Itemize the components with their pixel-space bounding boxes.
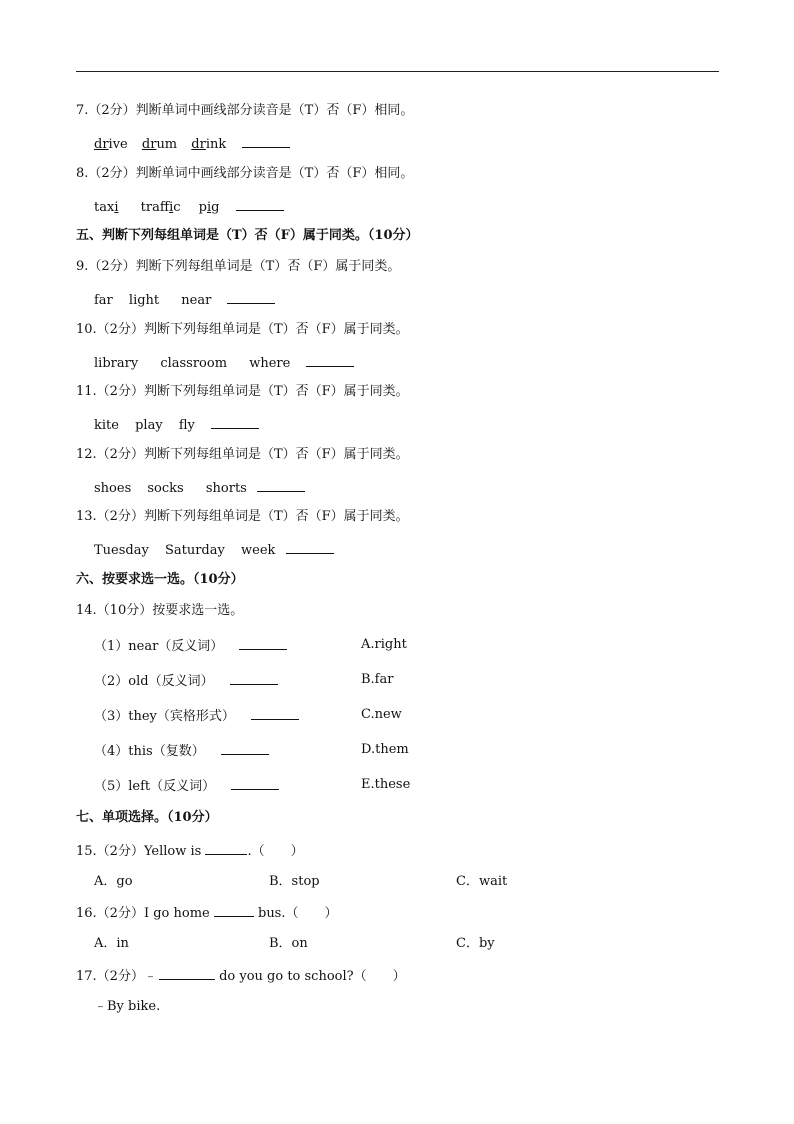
q12-words xyxy=(94,479,305,497)
answer-blank[interactable] xyxy=(257,479,305,492)
word: classroom xyxy=(160,356,228,371)
word: drink xyxy=(191,137,227,152)
q14-item-1: （1）near（反义词） xyxy=(94,637,287,655)
q9-prompt: 9.（2分）判断下列每组单词是（T）否（F）属于同类。 xyxy=(76,259,401,274)
q16-option-a[interactable]: A．in xyxy=(94,936,129,951)
word: traffic xyxy=(140,200,181,215)
q10-words xyxy=(94,354,354,372)
answer-blank[interactable] xyxy=(236,198,284,211)
q14-option-c: C.new xyxy=(361,707,402,722)
q17-answer-line: ﹣By bike. xyxy=(94,999,161,1014)
q11-words xyxy=(94,416,259,434)
q7-words xyxy=(94,135,290,153)
answer-blank[interactable] xyxy=(227,291,275,304)
q15-option-a[interactable]: A．go xyxy=(94,874,133,889)
q15-option-c[interactable]: C．wait xyxy=(456,874,508,889)
q15-stem: 15.（2分）Yellow is .（ ） xyxy=(76,844,304,859)
q7-prompt: 7.（2分）判断单词中画线部分读音是（T）否（F）相同。 xyxy=(76,103,414,118)
q10-prompt: 10.（2分）判断下列每组单词是（T）否（F）属于同类。 xyxy=(76,322,409,337)
section-6-heading: 六、按要求选一选。（10分） xyxy=(76,572,244,587)
q13-words xyxy=(94,541,334,559)
q8-words xyxy=(94,198,284,216)
answer-blank[interactable] xyxy=(239,637,287,650)
section-5-heading: 五、判断下列每组单词是（T）否（F）属于同类。（10分） xyxy=(76,228,419,243)
word: play xyxy=(135,418,163,433)
word: light xyxy=(128,293,160,308)
answer-blank[interactable] xyxy=(251,707,299,720)
q14-item-2: （2）old（反义词） xyxy=(94,672,278,690)
q16-option-c[interactable]: C．by xyxy=(456,936,495,951)
word: week xyxy=(241,543,276,558)
q8-prompt: 8.（2分）判断单词中画线部分读音是（T）否（F）相同。 xyxy=(76,166,414,181)
word: near xyxy=(181,293,212,308)
q14-item-3: （3）they（宾格形式） xyxy=(94,707,299,725)
q15-option-b[interactable]: B．stop xyxy=(269,874,320,889)
section-7-heading: 七、单项选择。（10分） xyxy=(76,810,218,825)
q13-prompt: 13.（2分）判断下列每组单词是（T）否（F）属于同类。 xyxy=(76,509,409,524)
q11-prompt: 11.（2分）判断下列每组单词是（T）否（F）属于同类。 xyxy=(76,384,409,399)
q17-stem: 17.（2分）﹣ do you go to school?（ ） xyxy=(76,969,406,984)
answer-blank[interactable] xyxy=(214,904,254,917)
word: socks xyxy=(147,481,184,496)
answer-blank[interactable] xyxy=(211,416,259,429)
answer-blank[interactable] xyxy=(286,541,334,554)
q14-option-d: D.them xyxy=(361,742,409,757)
word: taxi xyxy=(94,200,119,215)
q14-option-a: A.right xyxy=(361,637,407,652)
q16-stem: 16.（2分）I go home bus.（ ） xyxy=(76,906,338,921)
answer-blank[interactable] xyxy=(231,777,279,790)
word: Saturday xyxy=(164,543,225,558)
word: drive xyxy=(94,137,128,152)
word: library xyxy=(94,356,139,371)
q14-prompt: 14.（10分）按要求选一选。 xyxy=(76,603,244,618)
q14-option-b: B.far xyxy=(361,672,394,687)
word: where xyxy=(249,356,291,371)
q12-prompt: 12.（2分）判断下列每组单词是（T）否（F）属于同类。 xyxy=(76,447,409,462)
header-rule xyxy=(76,71,719,72)
q9-words xyxy=(94,291,275,309)
word: drum xyxy=(141,137,178,152)
word: shorts xyxy=(205,481,247,496)
word: pig xyxy=(198,200,220,215)
q14-item-4: （4）this（复数） xyxy=(94,742,269,760)
word: Tuesday xyxy=(94,543,149,558)
answer-blank[interactable] xyxy=(230,672,278,685)
word: fly xyxy=(178,418,195,433)
answer-blank[interactable] xyxy=(221,742,269,755)
answer-blank[interactable] xyxy=(306,354,354,367)
q14-option-e: E.these xyxy=(361,777,411,792)
q16-option-b[interactable]: B．on xyxy=(269,936,308,951)
answer-blank[interactable] xyxy=(242,135,290,148)
word: far xyxy=(94,293,113,308)
word: kite xyxy=(94,418,119,433)
q14-item-5: （5）left（反义词） xyxy=(94,777,279,795)
answer-blank[interactable] xyxy=(205,842,247,855)
answer-blank[interactable] xyxy=(159,967,215,980)
word: shoes xyxy=(94,481,132,496)
